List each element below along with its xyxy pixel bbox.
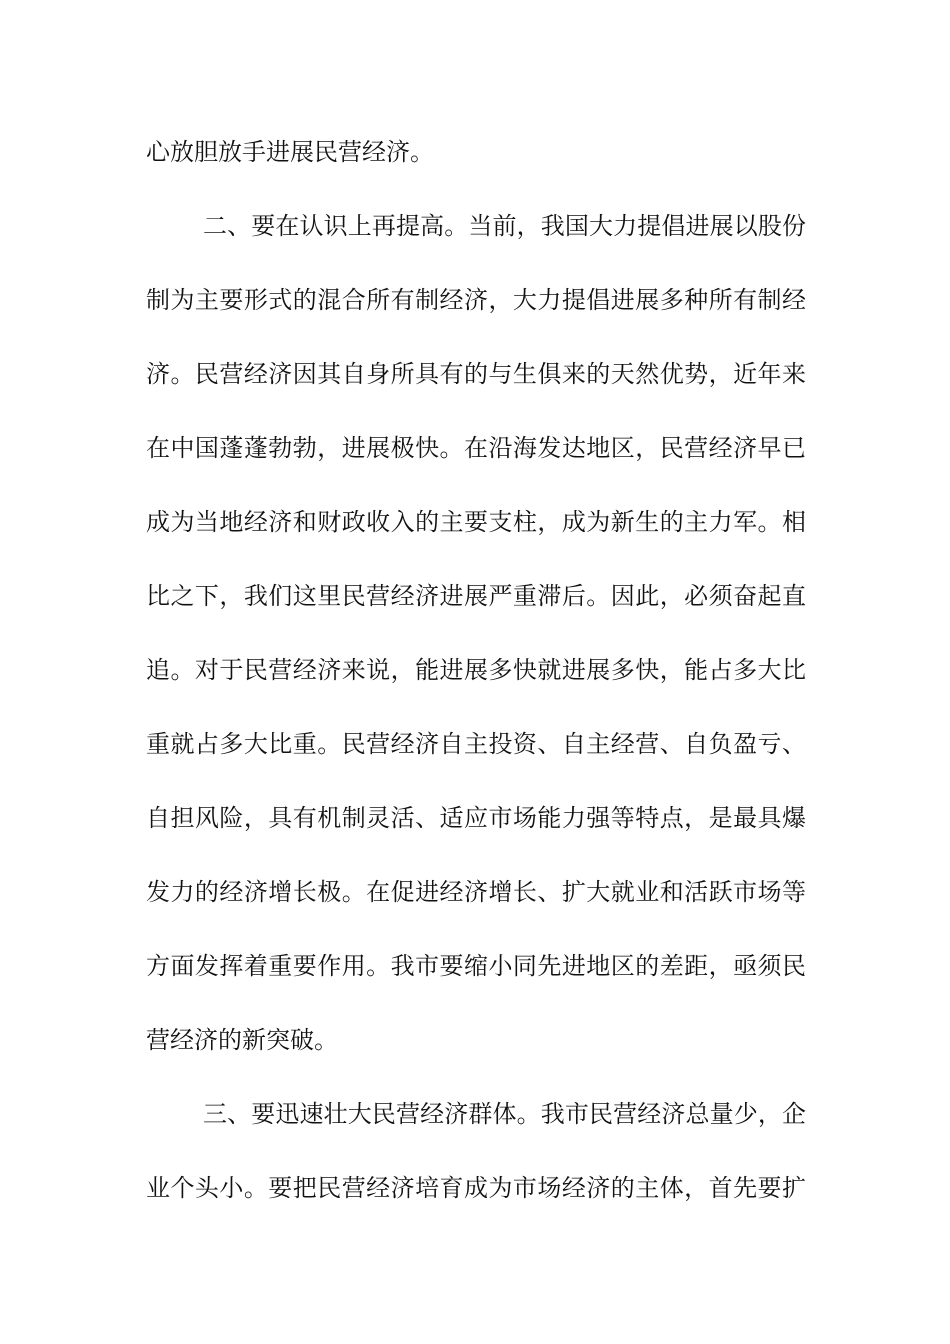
paragraph-three-first-line: 三、要迅速壮大民营经济群体。我市民营经济总量少，企 bbox=[203, 1100, 806, 1128]
text-line: 方面发挥着重要作用。我市要缩小同先进地区的差距，亟须民 bbox=[146, 952, 806, 980]
paragraph-two-first-line: 二、要在认识上再提高。当前，我国大力提倡进展以股份 bbox=[203, 212, 806, 240]
text-line: 自担风险，具有机制灵活、适应市场能力强等特点，是最具爆 bbox=[146, 804, 806, 832]
text-line: 制为主要形式的混合所有制经济，大力提倡进展多种所有制经 bbox=[146, 286, 806, 314]
text-line: 济。民营经济因其自身所具有的与生俱来的天然优势，近年来 bbox=[146, 360, 806, 388]
text-line: 比之下，我们这里民营经济进展严重滞后。因此，必须奋起直 bbox=[146, 582, 806, 610]
text-line: 重就占多大比重。民营经济自主投资、自主经营、自负盈亏、 bbox=[146, 730, 806, 758]
text-line: 成为当地经济和财政收入的主要支柱，成为新生的主力军。相 bbox=[146, 508, 806, 536]
text-line: 追。对于民营经济来说，能进展多快就进展多快，能占多大比 bbox=[146, 656, 806, 684]
text-line: 心放胆放手进展民营经济。 bbox=[146, 138, 434, 166]
text-line: 在中国蓬蓬勃勃，进展极快。在沿海发达地区，民营经济早已 bbox=[146, 434, 806, 462]
text-line: 业个头小。要把民营经济培育成为市场经济的主体，首先要扩 bbox=[146, 1174, 806, 1202]
text-line: 发力的经济增长极。在促进经济增长、扩大就业和活跃市场等 bbox=[146, 878, 806, 906]
text-line: 营经济的新突破。 bbox=[146, 1026, 338, 1054]
